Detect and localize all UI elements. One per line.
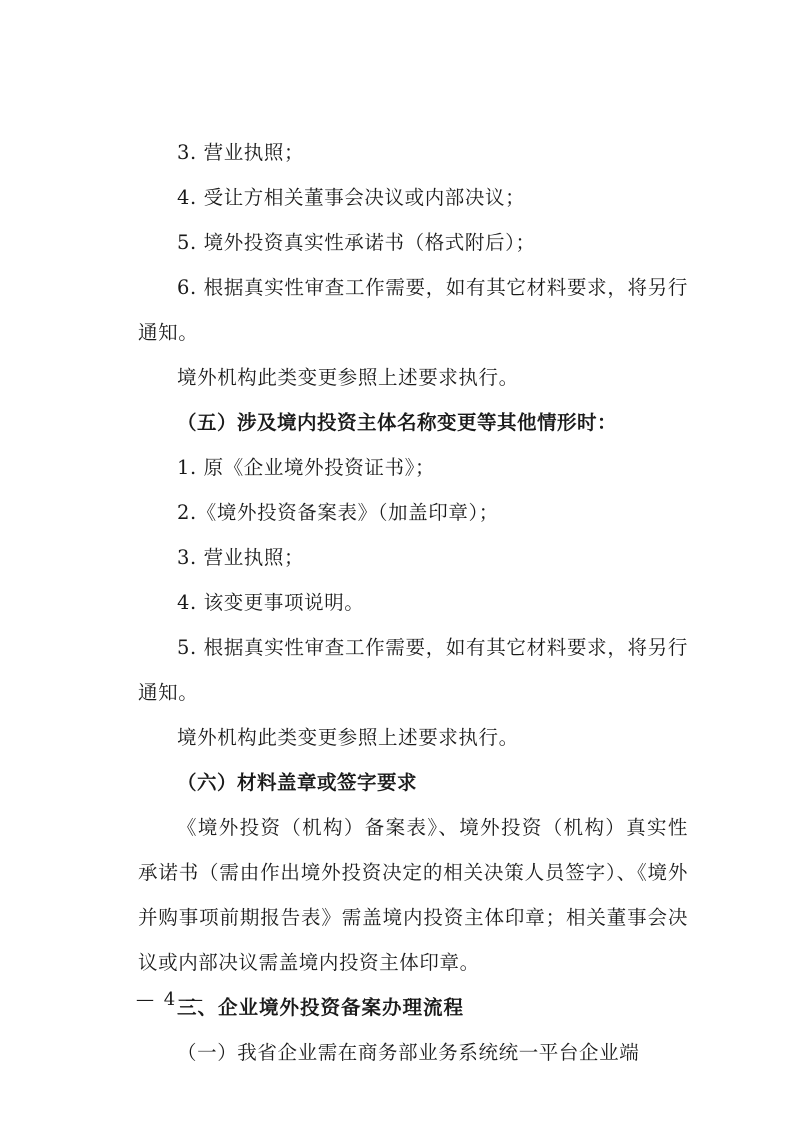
paragraph-item: 3. 营业执照； (177, 546, 305, 569)
section-heading: 三、企业境外投资备案办理流程 (177, 996, 465, 1019)
paragraph-item: 5. 境外投资真实性承诺书（格式附后）； (177, 231, 536, 254)
paragraph-item: 3. 营业执照； (177, 141, 305, 164)
paragraph-item: 境外机构此类变更参照上述要求执行。 (177, 366, 519, 389)
paragraph-item: 4. 受让方相关董事会决议或内部决议； (177, 186, 526, 209)
paragraph-item: 5. 根据真实性审查工作需要，如有其它材料要求，将另行通知。 (138, 636, 688, 704)
page-number: — 4 — (136, 989, 205, 1010)
paragraph-item: （一）我省企业需在商务部业务系统统一平台企业端 (177, 1041, 640, 1064)
document-body (138, 130, 688, 1075)
paragraph-item: 4. 该变更事项说明。 (177, 591, 365, 614)
paragraph-item: 境外机构此类变更参照上述要求执行。 (177, 726, 519, 749)
page-footer (0, 989, 793, 1010)
paragraph-item: 1. 原《企业境外投资证书》； (177, 456, 436, 479)
paragraph-item: 《境外投资（机构）备案表》、境外投资（机构）真实性承诺书（需由作出境外投资决定的相关决策人员签字）、《境外并购事项前期报告表》需盖境内投资主体印章；相关董事会决议或内部决议需盖境内投资主体印章。 (138, 816, 688, 974)
section-subheading: （六）材料盖章或签字要求 (177, 771, 418, 794)
section-subheading: （五）涉及境内投资主体名称变更等其他情形时： (177, 411, 618, 434)
paragraph-item: 2.《境外投资备案表》（加盖印章）； (177, 501, 499, 524)
paragraph-item: 6. 根据真实性审查工作需要，如有其它材料要求，将另行通知。 (138, 276, 688, 344)
